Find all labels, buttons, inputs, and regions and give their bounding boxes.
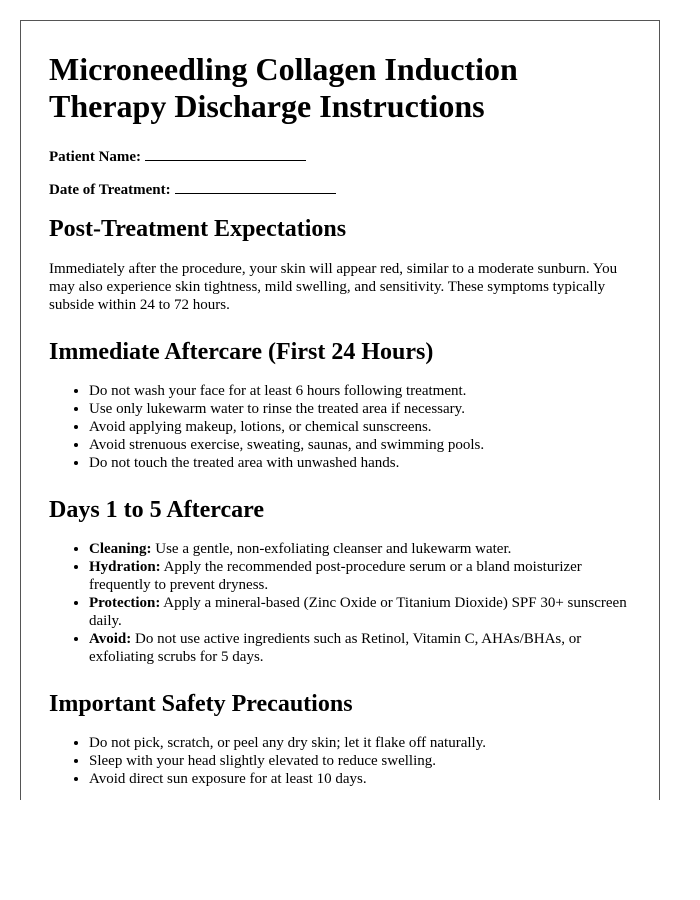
patient-name-field	[49, 148, 631, 166]
safety-heading: Important Safety Precautions	[49, 691, 353, 717]
immediate-aftercare-list	[49, 382, 631, 472]
list-item: • Do not touch the treated area with unwashed hands.	[89, 454, 631, 472]
item-label: Hydration:	[89, 559, 161, 575]
list-item: • Avoid strenuous exercise, sweating, saunas, and swimming pools.	[89, 436, 631, 454]
document-title: Microneedling Collagen Induction Therapy Discharge Instructions	[49, 51, 518, 124]
treatment-date-field	[49, 181, 631, 199]
list-item: • Use only lukewarm water to rinse the treated area if necessary.	[89, 400, 631, 418]
list-item: • Do not wash your face for at least 6 hours following treatment.	[89, 382, 631, 400]
item-text: Apply the recommended post-procedure serum or a bland moisturizer frequently to prevent dryness.	[89, 559, 582, 593]
safety-list	[49, 734, 631, 788]
list-item	[89, 630, 631, 666]
list-item	[89, 594, 631, 630]
item-text: Use a gentle, non-exfoliating cleanser and lukewarm water.	[151, 541, 512, 557]
item-label: Protection:	[89, 595, 161, 611]
list-item: • Sleep with your head slightly elevated to reduce swelling.	[89, 752, 631, 770]
treatment-date-blank	[175, 181, 336, 194]
item-text: Apply a mineral-based (Zinc Oxide or Titanium Dioxide) SPF 30+ sunscreen daily.	[89, 595, 627, 629]
days-aftercare-heading: Days 1 to 5 Aftercare	[49, 497, 265, 523]
patient-name-blank	[145, 148, 306, 161]
immediate-aftercare-heading: Immediate Aftercare (First 24 Hours)	[49, 339, 434, 365]
expectations-heading: Post-Treatment Expectations	[49, 216, 347, 242]
patient-name-label: Patient Name:	[49, 149, 142, 165]
list-item	[89, 558, 631, 594]
treatment-date-label: Date of Treatment:	[49, 182, 171, 198]
list-item: • Avoid direct sun exposure for at least 10 days.	[89, 770, 631, 788]
days-aftercare-list	[49, 540, 631, 666]
item-label: Cleaning:	[89, 541, 152, 557]
list-item: • Do not pick, scratch, or peel any dry skin; let it flake off naturally.	[89, 734, 631, 752]
document-page	[20, 20, 660, 800]
expectations-text: Immediately after the procedure, your skin will appear red, similar to a moderate sunburn. You may also experience skin tightness, mild swelling, and sensitivity. These symptoms typically subside within 24 to 72 hours.	[49, 261, 618, 313]
list-item	[89, 540, 631, 558]
list-item: • Avoid applying makeup, lotions, or chemical sunscreens.	[89, 418, 631, 436]
item-text: Do not use active ingredients such as Retinol, Vitamin C, AHAs/BHAs, or exfoliating scrubs for 5 days.	[89, 631, 582, 665]
item-label: Avoid:	[89, 631, 132, 647]
